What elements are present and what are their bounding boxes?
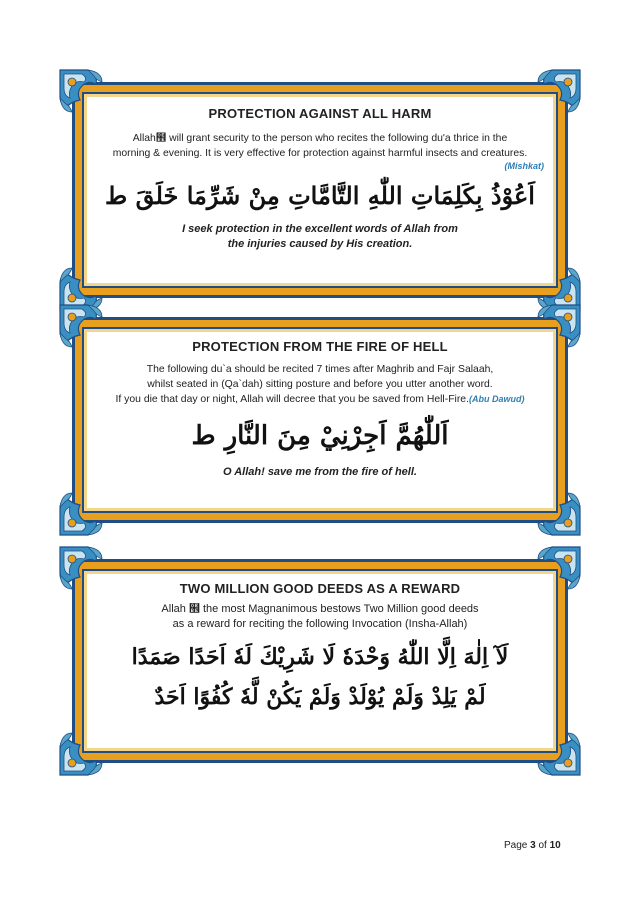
card-body-line (52, 392, 588, 407)
card-body-line: whilst seated in (Qa`dah) sitting posture and before you utter another word. (147, 379, 493, 390)
arabic-dua-line: لَمْ يَلِدْ وَلَمْ يُوْلَدْ وَلَمْ يَكُنْ لَّهٗ كُفُوًا اَحَدٌ (154, 684, 486, 710)
card-source: (Mishkat) (504, 161, 544, 171)
card-title: PROTECTION FROM THE FIRE OF HELL (192, 339, 448, 354)
card-title: TWO MILLION GOOD DEEDS AS A REWARD (179, 581, 461, 596)
page-current: 3 (530, 840, 536, 851)
dua-card-protection-fire (75, 320, 565, 520)
card-body-line: Allah຾ will grant security to the person who recites the following du'a thrice in the (132, 133, 508, 144)
page-total: 10 (549, 840, 561, 851)
card-body-line: as a reward for reciting the following Invocation (Insha-Allah) (172, 618, 468, 630)
dua-card-protection-harm (75, 85, 565, 295)
page-number (504, 840, 561, 851)
translation-line: I seek protection in the excellent words of Allah from (182, 223, 458, 235)
card-body-line: Allah ຾ the most Magnanimous bestows Two Million good deeds (161, 603, 479, 615)
card-title: PROTECTION AGAINST ALL HARM (208, 106, 432, 121)
of-word: of (538, 840, 547, 851)
card-source: (Abu Dawud) (468, 394, 525, 404)
dua-card-two-million (75, 562, 565, 760)
arabic-dua-line: لَآ اِلٰهَ اِلَّا اللّٰهُ وَحْدَهٗ لَا شَرِيْكَ لَهٗ اَحَدًا صَمَدًا (131, 644, 509, 670)
page-word: Page (504, 840, 528, 851)
arabic-dua: اَللّٰهُمَّ اَجِرْنِيْ مِنَ النَّارِ ط (191, 421, 449, 451)
arabic-dua: اَعُوْذُ بِكَلِمَاتِ اللّٰهِ التَّامَّاتِ مِنْ شَرِّمَا خَلَقَ ط (105, 181, 535, 210)
card-body-line: The following du`a should be recited 7 times after Maghrib and Fajr Salaah, (146, 364, 494, 375)
translation-line: the injuries caused by His creation. (227, 238, 413, 250)
card-body-line: morning & evening. It is very effective for protection against harmful insects and creatures. (112, 148, 528, 159)
card-body-text: If you die that day or night, Allah will decree that you be saved from Hell-Fire. (115, 394, 469, 405)
translation-line: O Allah! save me from the fire of hell. (223, 466, 417, 478)
